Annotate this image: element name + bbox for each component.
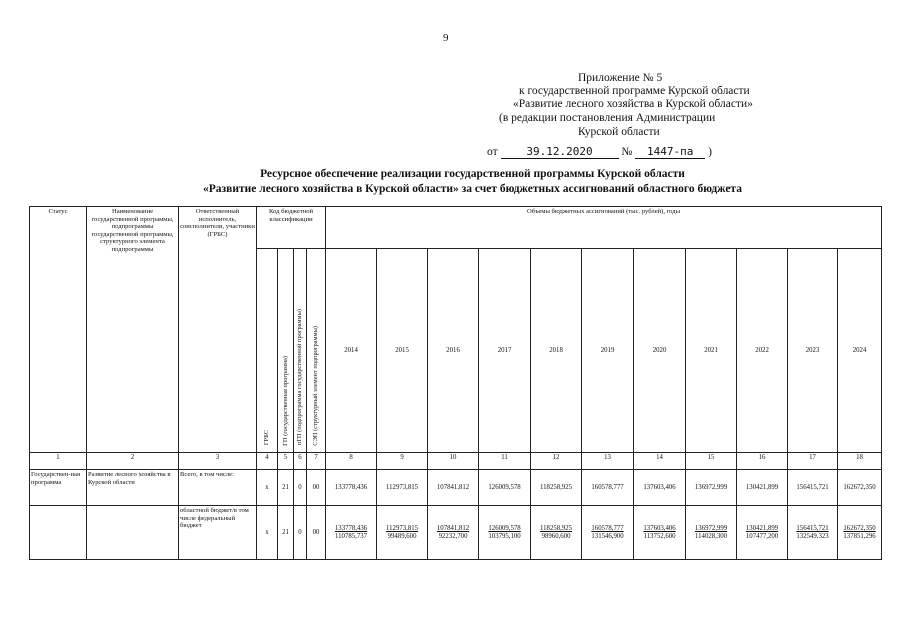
decree-from-label: от (487, 146, 498, 158)
column-index: 4 (257, 453, 278, 470)
regional-value: 162672,350 (843, 524, 876, 532)
document-title-line-1: Ресурсное обеспечение реализации государственной программы Курской области (260, 168, 685, 180)
row-name (87, 506, 179, 560)
header-gp-text: ГП (государственная программа) (281, 355, 289, 446)
decree-number: 1447-па (635, 145, 705, 159)
row-value-pair (634, 506, 686, 560)
column-index: 13 (582, 453, 634, 470)
row-value: 126009,578 (479, 470, 531, 506)
row-value-pair (838, 506, 882, 560)
row-value: 162672,350 (838, 470, 882, 506)
header-sep (307, 249, 326, 453)
header-gp (278, 249, 294, 453)
federal-value: 131546,900 (591, 532, 624, 540)
row-value-pair (377, 506, 428, 560)
regional-value: 160578,777 (591, 524, 624, 532)
row-value-pair (686, 506, 737, 560)
row-sep: 00 (307, 506, 326, 560)
federal-value: 132549,323 (796, 532, 829, 540)
row-grbs: х (257, 470, 278, 506)
row-pgp: 0 (294, 470, 307, 506)
header-pgp-text: пГП (подпрограмма государственной программы) (296, 309, 304, 446)
resource-table (29, 206, 882, 560)
row-value: 107841,812 (428, 470, 479, 506)
regional-value: 126009,578 (488, 524, 521, 532)
regional-value: 107841,812 (436, 524, 470, 532)
row-value-pair (582, 506, 634, 560)
column-index: 12 (531, 453, 582, 470)
row-executor: областной бюджет/в том числе федеральный бюджет (179, 506, 257, 560)
row-value: 133778,436 (326, 470, 377, 506)
federal-value: 110785,737 (335, 532, 368, 540)
appendix-line: «Развитие лесного хозяйства в Курской области» (513, 98, 753, 110)
row-value: 156415,721 (788, 470, 838, 506)
column-index: 10 (428, 453, 479, 470)
federal-value: 103795,100 (488, 532, 521, 540)
table-row (30, 470, 882, 506)
column-index: 17 (788, 453, 838, 470)
header-year: 2024 (838, 249, 882, 453)
header-volumes: Объемы бюджетных ассигнований (тыс. рублей), годы (326, 207, 882, 249)
header-year: 2016 (428, 249, 479, 453)
header-grbs-text: ГРБС (263, 430, 271, 446)
header-sep-text: СЭП (структурный элемент подпрограммы) (312, 325, 320, 446)
federal-value: 114028,300 (695, 532, 728, 540)
column-index: 9 (377, 453, 428, 470)
federal-value: 92232,700 (438, 532, 468, 540)
regional-value: 118258,925 (540, 524, 573, 532)
federal-value: 113752,600 (643, 532, 676, 540)
regional-value: 137603,406 (643, 524, 676, 532)
decree-close: ) (708, 146, 712, 158)
regional-value: 112973,815 (386, 524, 419, 532)
column-index: 14 (634, 453, 686, 470)
row-name: Развитие лесного хозяйства в Курской области (87, 470, 179, 506)
row-value: 118258,925 (531, 470, 582, 506)
header-name: Наименование государственной программы, подпрограммы государственной программы, структурного элемента подпрограммы (87, 207, 179, 453)
header-budget-code: Код бюджетной классификации (257, 207, 326, 249)
row-pgp: 0 (294, 506, 307, 560)
regional-value: 130421,899 (745, 524, 779, 532)
row-value-pair (479, 506, 531, 560)
row-value-pair (531, 506, 582, 560)
header-year: 2020 (634, 249, 686, 453)
header-year: 2015 (377, 249, 428, 453)
row-value-pair (326, 506, 377, 560)
row-value: 112973,815 (377, 470, 428, 506)
header-grbs (257, 249, 278, 453)
row-gp: 21 (278, 506, 294, 560)
column-index: 6 (294, 453, 307, 470)
header-year: 2022 (737, 249, 788, 453)
decree-number-label: № (621, 146, 633, 158)
federal-value: 137851,296 (843, 532, 876, 540)
header-pgp (294, 249, 307, 453)
header-row-top (30, 207, 882, 249)
decree-date: 39.12.2020 (501, 145, 619, 159)
document-title-line-2: «Развитие лесного хозяйства в Курской области» за счет бюджетных ассигнований областного бюджета (203, 183, 742, 195)
row-sep: 00 (307, 470, 326, 506)
column-index: 1 (30, 453, 87, 470)
row-status (30, 506, 87, 560)
decree-line (487, 145, 712, 159)
row-gp: 21 (278, 470, 294, 506)
column-index: 2 (87, 453, 179, 470)
header-status: Статус (30, 207, 87, 453)
regional-value: 136972,999 (694, 524, 728, 532)
row-value: 160578,777 (582, 470, 634, 506)
header-year: 2018 (531, 249, 582, 453)
column-index: 7 (307, 453, 326, 470)
row-value-pair (428, 506, 479, 560)
header-year: 2017 (479, 249, 531, 453)
row-executor: Всего, в том числе: (179, 470, 257, 506)
column-index: 11 (479, 453, 531, 470)
column-index-row (30, 453, 882, 470)
header-year: 2023 (788, 249, 838, 453)
federal-value: 98960,600 (541, 532, 571, 540)
row-value: 130421,899 (737, 470, 788, 506)
column-index: 15 (686, 453, 737, 470)
column-index: 5 (278, 453, 294, 470)
header-year: 2021 (686, 249, 737, 453)
appendix-line: (в редакции постановления Администрации (499, 112, 716, 124)
table-row (30, 506, 882, 560)
federal-value: 99489,600 (387, 532, 417, 540)
column-index: 8 (326, 453, 377, 470)
federal-value: 107477,200 (745, 532, 779, 540)
appendix-line: к государственной программе Курской области (519, 85, 750, 97)
row-value-pair (788, 506, 838, 560)
row-value-pair (737, 506, 788, 560)
regional-value: 133778,436 (334, 524, 368, 532)
appendix-line: Курской области (578, 126, 660, 138)
header-year: 2014 (326, 249, 377, 453)
row-status: Государствен-ная программа (30, 470, 87, 506)
header-year: 2019 (582, 249, 634, 453)
row-value: 136972,999 (686, 470, 737, 506)
page-number: 9 (443, 32, 449, 44)
column-index: 18 (838, 453, 882, 470)
regional-value: 156415,721 (796, 524, 829, 532)
appendix-line: Приложение № 5 (578, 72, 663, 84)
column-index: 3 (179, 453, 257, 470)
column-index: 16 (737, 453, 788, 470)
row-grbs: х (257, 506, 278, 560)
header-executor: Ответственный исполнитель, соисполнители, участники (ГРБС) (179, 207, 257, 453)
row-value: 137603,406 (634, 470, 686, 506)
